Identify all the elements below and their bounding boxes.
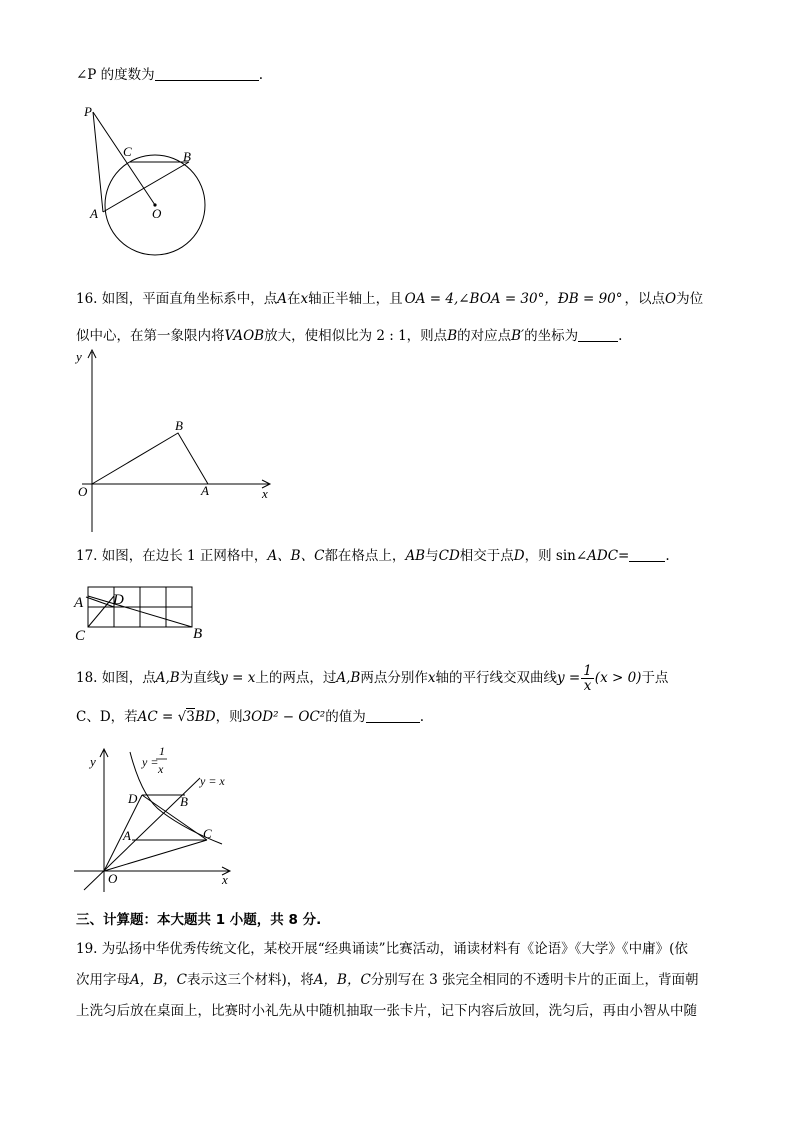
q17-figure	[72, 582, 212, 644]
label-C: C	[123, 144, 132, 159]
label-B: B	[180, 794, 188, 809]
q18-figure	[70, 740, 240, 900]
label-D: D	[128, 791, 138, 806]
label-A: A	[90, 206, 98, 221]
q16-figure	[68, 348, 288, 538]
q16-line2: 似中心，在第一象限内将VAOB放大，使相似比为 2 : 1，则点B的对应点B′的坐标为 .	[76, 328, 623, 344]
axis-x-label: x	[262, 486, 268, 501]
q17-blank[interactable]	[629, 547, 665, 562]
axis-x-label: x	[222, 872, 228, 887]
label-A: A	[123, 828, 131, 843]
axis-y-label: y	[90, 754, 96, 769]
q15-figure	[80, 100, 220, 260]
label-A: A	[201, 483, 209, 498]
label-B: B	[175, 418, 183, 433]
q15-blank[interactable]	[155, 66, 259, 81]
q19-line1: 19. 为弘扬中华优秀传统文化，某校开展“经典诵读”比赛活动，诵读材料有《论语》《大学》《中庸》(依	[76, 941, 688, 957]
curve-label-pre: y =	[142, 755, 159, 769]
line-label: y = x	[200, 774, 225, 788]
label-D: D	[113, 592, 124, 608]
label-O: O	[108, 871, 118, 886]
q18-fraction: $\frac{1}{x}$	[583, 663, 592, 694]
axis-y-label: y	[76, 349, 82, 364]
label-O: O	[152, 206, 162, 221]
q16-line1: 16. 如图，平面直角坐标系中，点A在x轴正半轴上，且 OA = 4,∠BOA = 30°，ÐB = 90° ，以点O为位	[76, 291, 704, 307]
label-C: C	[75, 628, 86, 644]
label-P: P	[84, 104, 92, 119]
q16-blank[interactable]	[578, 327, 618, 342]
label-B: B	[193, 626, 203, 642]
q15-period: .	[258, 67, 263, 83]
label-O: O	[78, 484, 88, 499]
section-3-heading: 三、计算题：本大题共 1 小题，共 8 分.	[76, 912, 322, 928]
q17-line: 17. 如图，在边长 1 正网格中，A、B、C都在格点上，AB与CD相交于点D，则 sin∠ADC= .	[76, 548, 670, 564]
label-A: A	[74, 595, 84, 611]
q19-line3: 上洗匀后放在桌面上，比赛时小礼先从中随机抽取一张卡片，记下内容后放回，洗匀后，再由小智从中随	[76, 1003, 697, 1019]
q19-line2: 次用字母A，B，C表示这三个材料)，将A，B，C分别写在 3 张完全相同的不透明卡片的正面上，背面朝	[76, 972, 699, 988]
q18-line1: 18. 如图，点A,B为直线y = x上的两点，过A,B两点分别作x轴的平行线交双曲线y = $\frac{1}{x}$ (x > 0)于点	[76, 663, 669, 694]
curve-label-den: x	[158, 762, 164, 776]
q18-blank[interactable]	[366, 708, 420, 723]
curve-label-num: 1	[159, 744, 165, 758]
q15-answer-line	[76, 66, 263, 84]
q18-line2: C、D，若AC = √3BD，则3OD² − OC²的值为 .	[76, 709, 424, 725]
label-B: B	[183, 149, 191, 164]
label-C: C	[203, 826, 212, 841]
q15-text: ∠P 的度数为	[76, 67, 155, 83]
